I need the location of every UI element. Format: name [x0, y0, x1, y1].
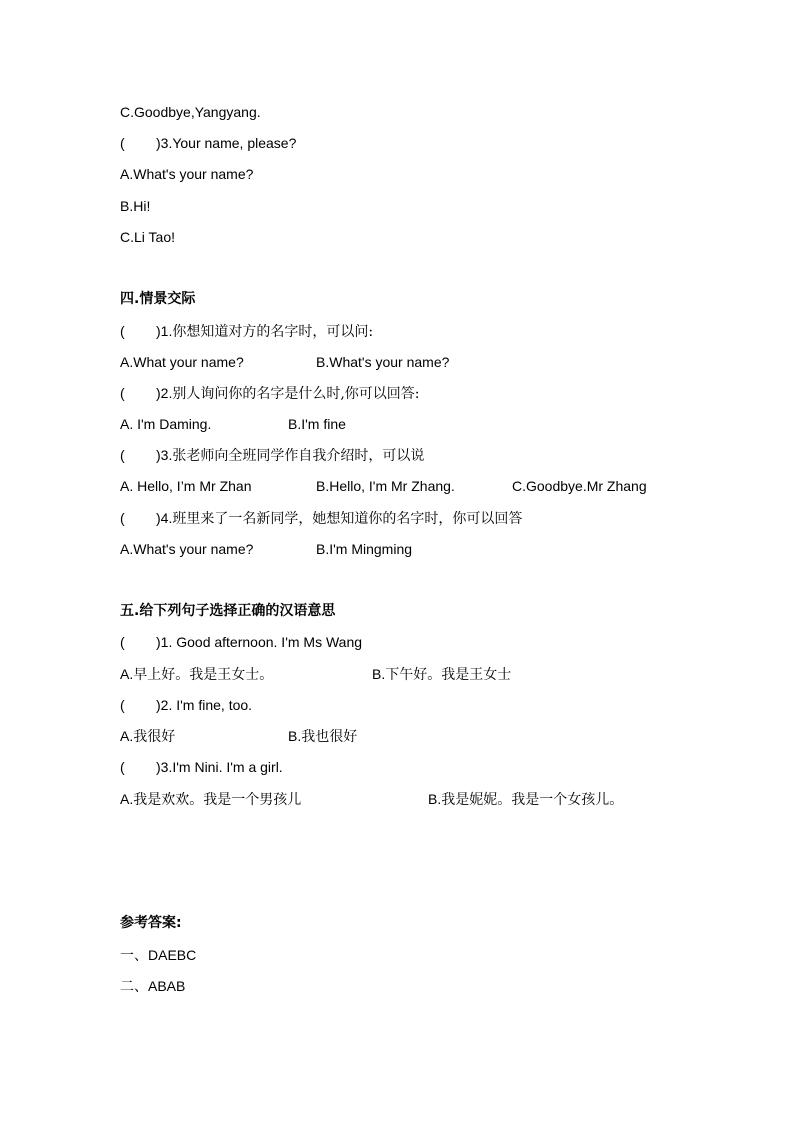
- answer-text: DAEBC: [148, 947, 197, 963]
- option-a: [120, 726, 175, 747]
- option-text: B.Hi!: [120, 198, 151, 214]
- answer-line: [120, 945, 196, 966]
- answer-blank: (: [120, 634, 125, 650]
- section-heading: 四.情景交际: [120, 291, 196, 307]
- question-text: 别人询问你的名字是什么时,你可以回答:: [172, 386, 420, 402]
- answer-blank: (: [120, 385, 125, 401]
- option-text: C.Li Tao!: [120, 229, 175, 245]
- option-b: B.Hello, I'm Mr Zhang.: [316, 478, 455, 494]
- answer-blank: (: [120, 323, 125, 339]
- option-text: 我是妮妮。我是一个女孩儿。: [441, 792, 624, 808]
- question-3: [120, 757, 283, 777]
- question-text: 张老师向全班同学作自我介绍时，可以说: [172, 448, 425, 464]
- option-letter: B.: [372, 666, 386, 682]
- option-a: A.What's your name?: [120, 541, 254, 557]
- question-text: )3.I'm Nini. I'm a girl.: [156, 759, 283, 775]
- option-c: C.Goodbye.Mr Zhang: [512, 478, 647, 494]
- option-letter: A.: [120, 666, 134, 682]
- option-b: [372, 664, 511, 685]
- question-text: )3.Your name, please?: [156, 135, 297, 151]
- answer-line: [120, 976, 185, 997]
- option-b: [288, 726, 357, 747]
- answer-blank: (: [120, 697, 125, 713]
- answers-heading: 参考答案:: [120, 915, 182, 931]
- option-letter: A.: [120, 728, 134, 744]
- option-b: B.I'm Mingming: [316, 541, 413, 557]
- option-a: [120, 789, 301, 810]
- answer-blank: (: [120, 447, 125, 463]
- option-a: A.What your name?: [120, 354, 244, 370]
- answer-blank: (: [120, 759, 125, 775]
- answer-text: ABAB: [148, 978, 186, 994]
- question-1: [120, 632, 362, 652]
- question-3: [120, 133, 296, 153]
- question-number: )3.: [156, 447, 173, 463]
- question-2: [120, 383, 420, 404]
- option-b: B.I'm fine: [288, 416, 346, 432]
- question-text: 你想知道对方的名字时，可以问:: [172, 324, 374, 340]
- question-text: )2. I'm fine, too.: [156, 697, 253, 713]
- answer-prefix: 二、: [120, 979, 148, 995]
- question-number: )1.: [156, 323, 173, 339]
- option-text: 我也很好: [301, 729, 358, 745]
- option-text: 早上好。我是王女士。: [133, 667, 274, 683]
- question-1: [120, 321, 373, 342]
- option-letter: B.: [288, 728, 302, 744]
- answer-prefix: 一、: [120, 948, 148, 964]
- question-3: [120, 445, 424, 466]
- answer-blank: (: [120, 135, 125, 151]
- option-b: [428, 789, 623, 810]
- answer-blank: (: [120, 510, 125, 526]
- section-heading: 五.给下列句子选择正确的汉语意思: [120, 603, 336, 619]
- option-text: C.Goodbye,Yangyang.: [120, 104, 261, 120]
- option-letter: A.: [120, 791, 134, 807]
- question-2: [120, 695, 252, 715]
- option-a: [120, 664, 273, 685]
- option-text: A.What's your name?: [120, 166, 254, 182]
- question-4: [120, 508, 522, 529]
- option-b: B.What's your name?: [316, 354, 450, 370]
- question-number: )4.: [156, 510, 173, 526]
- question-text: 班里来了一名新同学，她想知道你的名字时，你可以回答: [172, 511, 523, 527]
- question-text: )1. Good afternoon. I'm Ms Wang: [156, 634, 363, 650]
- option-text: 我是欢欢。我是一个男孩儿: [133, 792, 302, 808]
- option-text: 下午好。我是王女士: [385, 667, 512, 683]
- question-number: )2.: [156, 385, 173, 401]
- option-a: A. Hello, I’m Mr Zhan: [120, 478, 252, 494]
- option-text: 我很好: [133, 729, 176, 745]
- option-letter: B.: [428, 791, 442, 807]
- option-a: A. I'm Daming.: [120, 416, 212, 432]
